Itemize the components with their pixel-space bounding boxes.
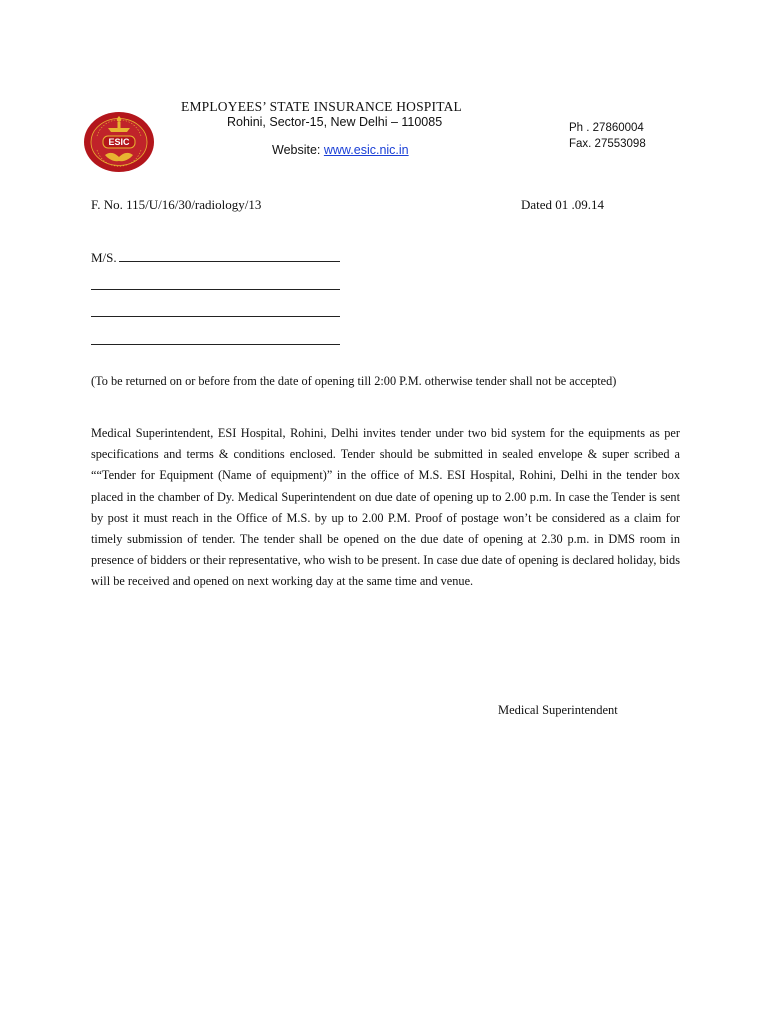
website-line: [272, 143, 409, 157]
website-link[interactable]: www.esic.nic.in: [323, 143, 409, 157]
fax-number: Fax. 27553098: [569, 138, 646, 150]
hospital-address: Rohini, Sector-15, New Delhi – 110085: [227, 115, 443, 129]
logo-text: ESIC: [108, 137, 130, 147]
hospital-title: EMPLOYEES’ STATE INSURANCE HOSPITAL: [181, 99, 462, 114]
file-number: F. No. 115/U/16/30/radiology/13: [91, 197, 262, 212]
date: Dated 01 .09.14: [521, 197, 605, 212]
return-note: (To be returned on or before from the date of opening till 2:00 P.M. otherwise tender shall not be accepted): [91, 374, 617, 388]
addressee-blank-line: [119, 261, 340, 262]
esic-logo: [83, 111, 155, 173]
phone-number: Ph . 27860004: [569, 122, 644, 134]
addressee-blank-line: [91, 316, 340, 317]
addressee-blank-line: [91, 344, 340, 345]
addressee-blank-line: [91, 289, 340, 290]
addressee-label: M/S.: [91, 250, 117, 265]
signatory-title: Medical Superintendent: [498, 703, 618, 717]
tender-paragraph: Medical Superintendent, ESI Hospital, Rohini, Delhi invites tender under two bid system for the equipments as per specifications and terms & conditions enclosed. Tender should be submitted in sealed envelope & super scribed a ““Tender for Equipment (Name of equipment)” in the office of M.S. ESI Hospital, Rohini, Delhi in the tender box placed in the chamber of Dy. Medical Superintendent on due date of opening up to 2.00 p.m. In case the Tender is sent by post it must reach in the Office of M.S. by up to 2.00 P.M. Proof of postage won’t be considered as a claim for timely submission of tender. The tender shall be opened on the due date of opening at 2.30 p.m. in DMS room in presence of bidders or their representative, who wish to be present. In case due date of opening is declared holiday, bids will be received and opened on next working day at the same time and venue.: [91, 426, 680, 589]
website-label: Website:: [272, 143, 324, 157]
